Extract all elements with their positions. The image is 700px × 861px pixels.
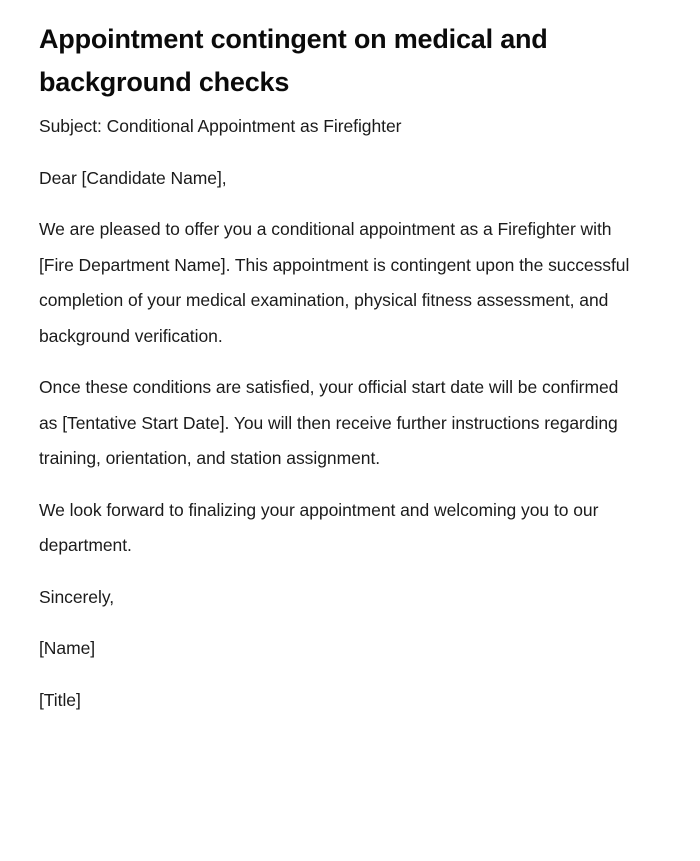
subject-line: Subject: Conditional Appointment as Firefighter — [39, 116, 402, 136]
closing-line: Sincerely, — [39, 586, 115, 607]
body-paragraph-1: We are pleased to offer you a conditional appointment as a Firefighter with [Fire Department Name]. This appointment is contingent upon the successful completion of your medical examination, physical fitness assessment, and background verification. — [39, 219, 630, 346]
page-title: Appointment contingent on medical and background checks — [39, 24, 548, 97]
signature-name: [Name] — [39, 638, 96, 658]
salutation-line: Dear [Candidate Name], — [39, 167, 227, 188]
signature-title: [Title] — [39, 689, 81, 710]
body-paragraph-2: Once these conditions are satisfied, your official start date will be confirmed as [Tentative Start Date]. You will then receive further instructions regarding training, orientation, and station assignment. — [39, 377, 619, 468]
body-paragraph-3: We look forward to finalizing your appointment and welcoming you to our department. — [39, 499, 599, 555]
